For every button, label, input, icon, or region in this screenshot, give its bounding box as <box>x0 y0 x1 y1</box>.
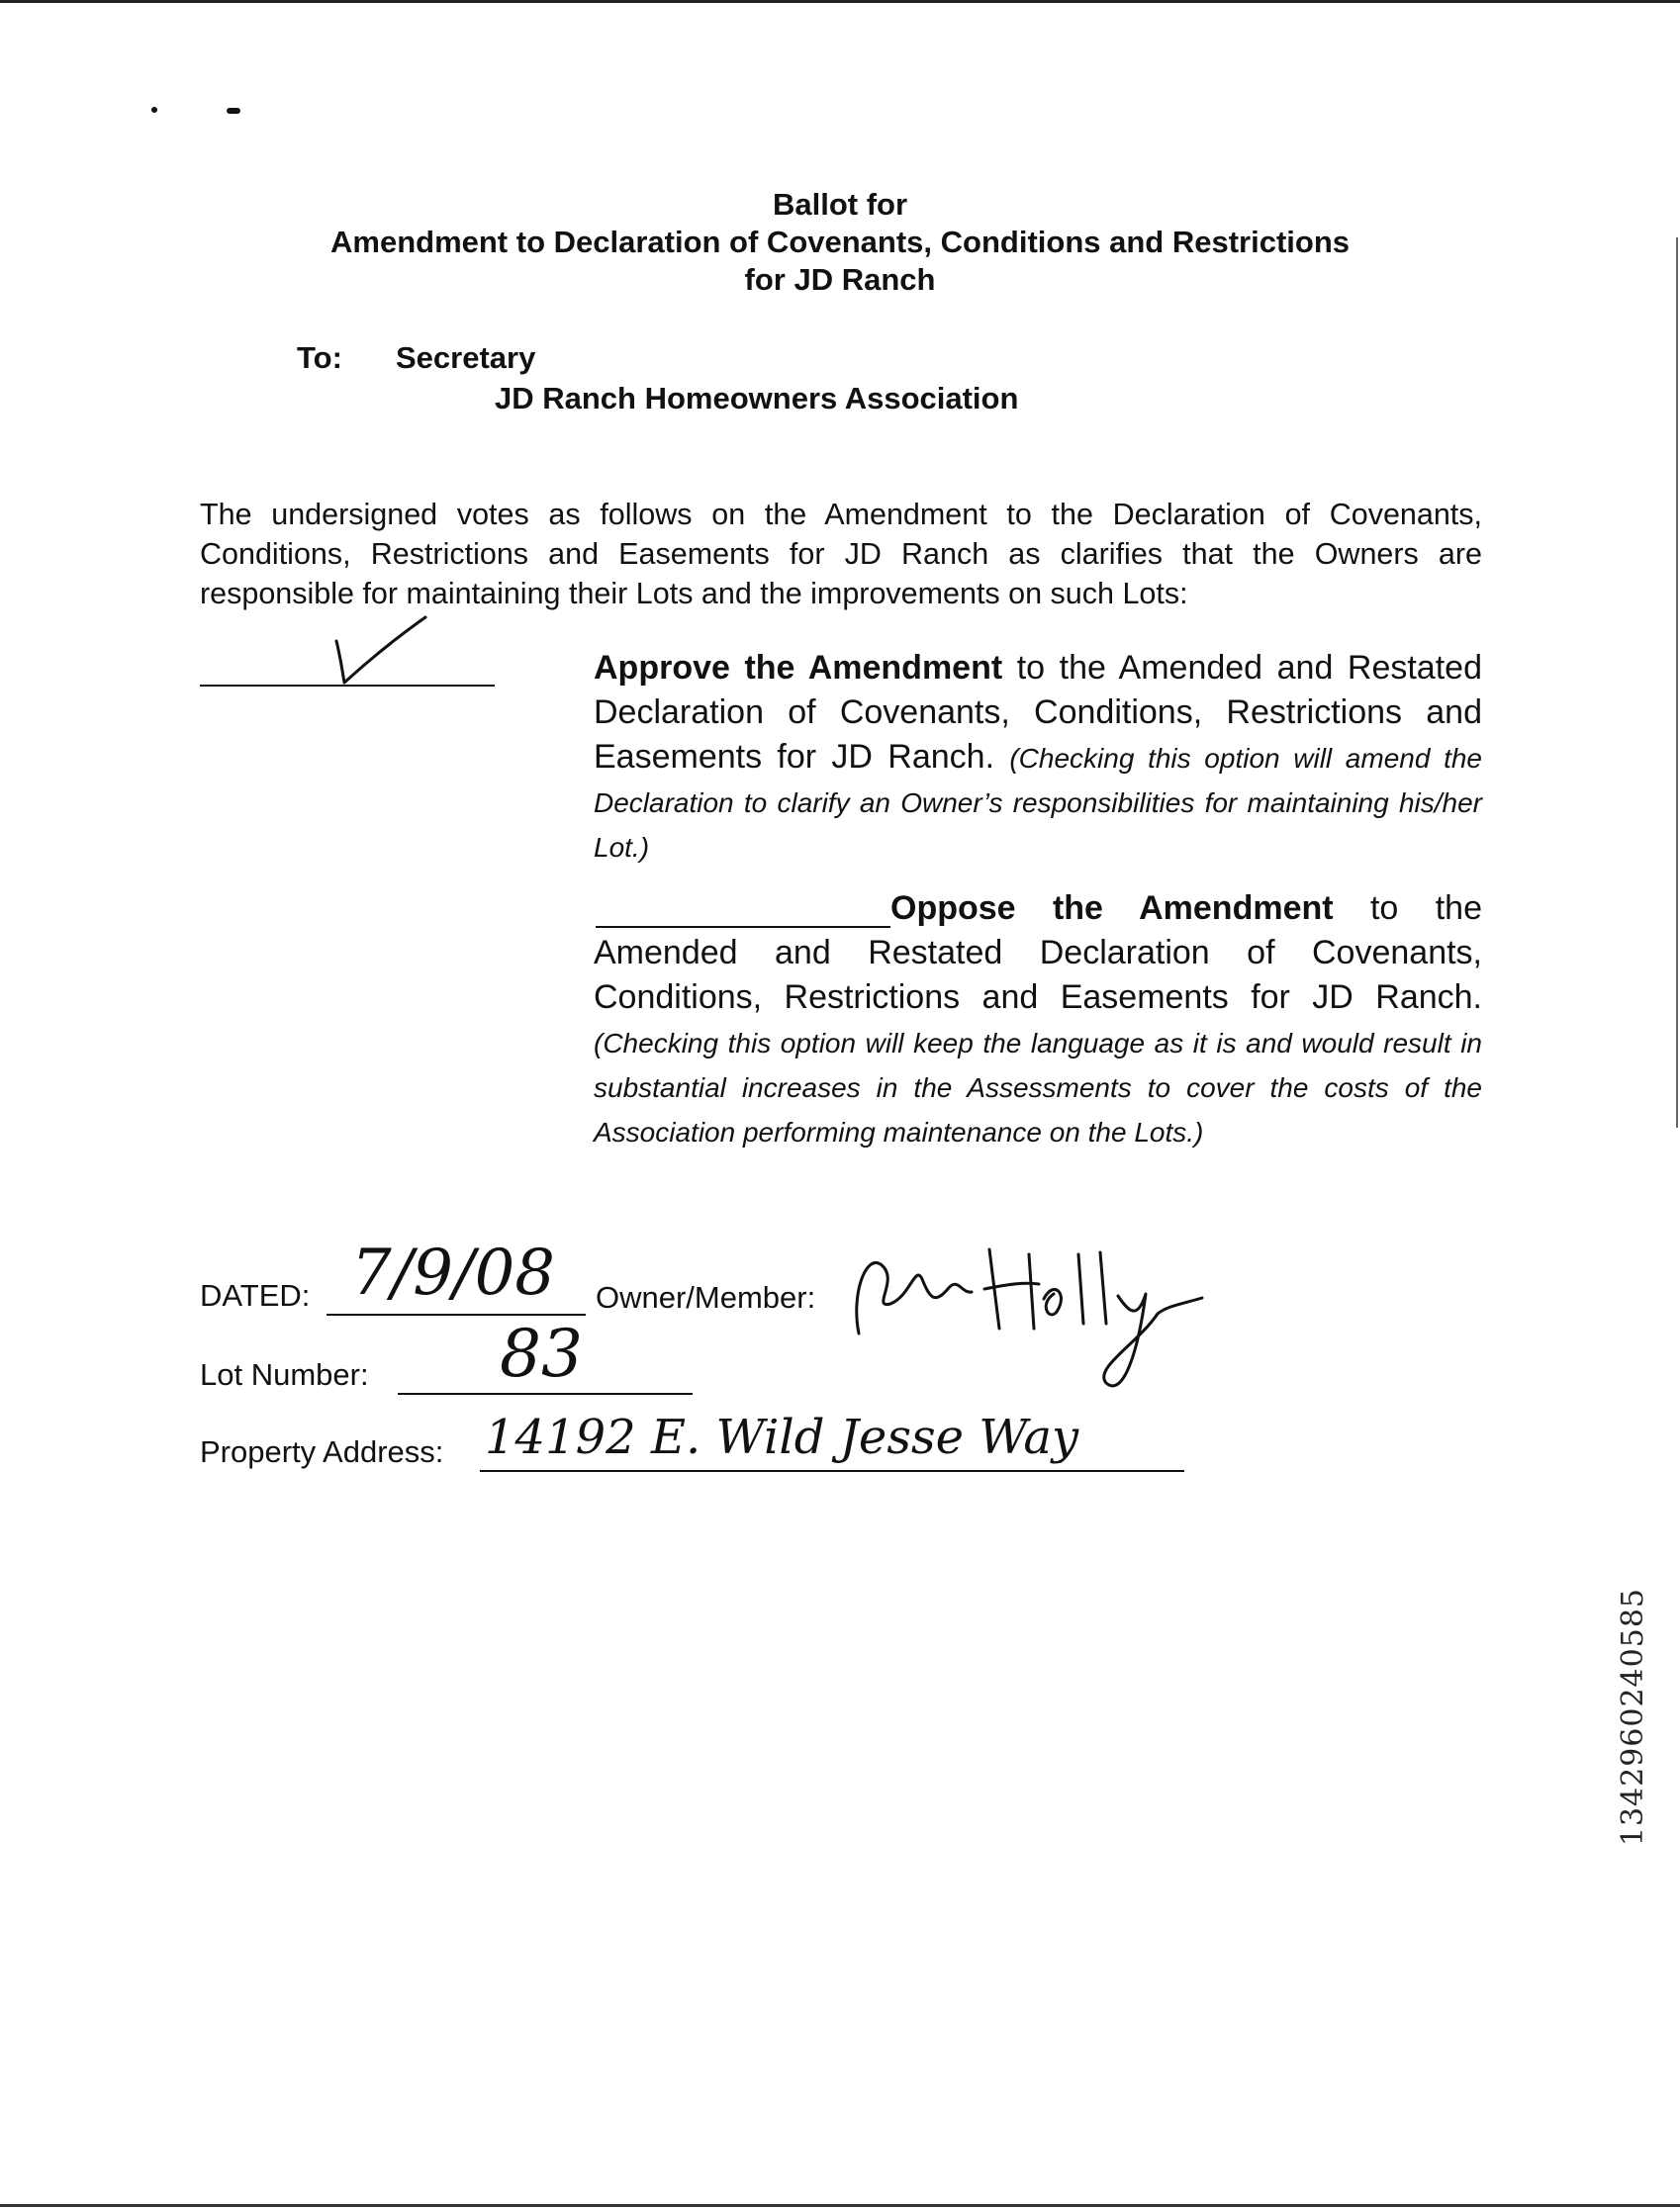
approve-note: (Checking this option will amend the Declaration to clarify an Owner’s responsibilities for maintaining his/her Lot.) <box>594 743 1483 863</box>
oppose-text: to the Amended and Restated Declaration of Covenants, Conditions, Restrictions and Easements for JD Ranch. <box>594 889 1482 1016</box>
lot-number-value: 83 <box>500 1316 583 1392</box>
lot-number-field-line[interactable] <box>398 1393 693 1395</box>
approve-heading: Approve the Amendment <box>594 649 1003 687</box>
to-label: To: <box>297 340 342 375</box>
property-address-field-line[interactable] <box>480 1470 1184 1472</box>
ballot-title <box>0 186 1680 299</box>
ballot-intro-text: The undersigned votes as follows on the Amendment to the Declaration of Covenants, Conditions, Restrictions and Easements for JD Ranch as clarifies that the Owners are responsible for maintaining their Lots and the improvements on such Lots: <box>200 498 1482 610</box>
owner-signature <box>841 1235 1207 1403</box>
dated-label: DATED: <box>200 1278 311 1313</box>
page-bottom-edge <box>0 2204 1680 2207</box>
approve-check-mark <box>327 613 435 692</box>
oppose-heading: Oppose the Amendment <box>890 889 1334 927</box>
document-id-stamp: 1342960240585 <box>1616 1588 1650 1847</box>
property-address-value: 14192 E. Wild Jesse Way <box>485 1410 1079 1465</box>
title-line-3: for JD Ranch <box>744 262 936 297</box>
page-top-edge <box>0 0 1680 3</box>
oppose-note: (Checking this option will keep the language as it is and would result in substantial increases in the Assessments to cover the costs of the Association performing maintenance on the Lots.) <box>594 1028 1482 1148</box>
approve-text: to the Amended and Restated Declaration of Covenants, Conditions, Restrictions and Easements for JD Ranch. <box>594 649 1482 776</box>
title-line-2: Amendment to Declaration of Covenants, Conditions and Restrictions <box>330 225 1350 259</box>
page-right-edge <box>1676 237 1678 1128</box>
property-address-label: Property Address: <box>200 1434 444 1469</box>
approve-option <box>594 646 1482 869</box>
scan-speck <box>227 108 240 114</box>
owner-member-label: Owner/Member: <box>596 1280 816 1315</box>
title-line-1: Ballot for <box>772 187 908 222</box>
scan-speck <box>151 107 157 113</box>
oppose-option <box>594 886 1482 1153</box>
recipient-organization: JD Ranch Homeowners Association <box>495 381 1019 415</box>
dated-value: 7/9/08 <box>351 1237 555 1310</box>
recipient-title: Secretary <box>396 340 536 375</box>
lot-number-label: Lot Number: <box>200 1357 369 1392</box>
